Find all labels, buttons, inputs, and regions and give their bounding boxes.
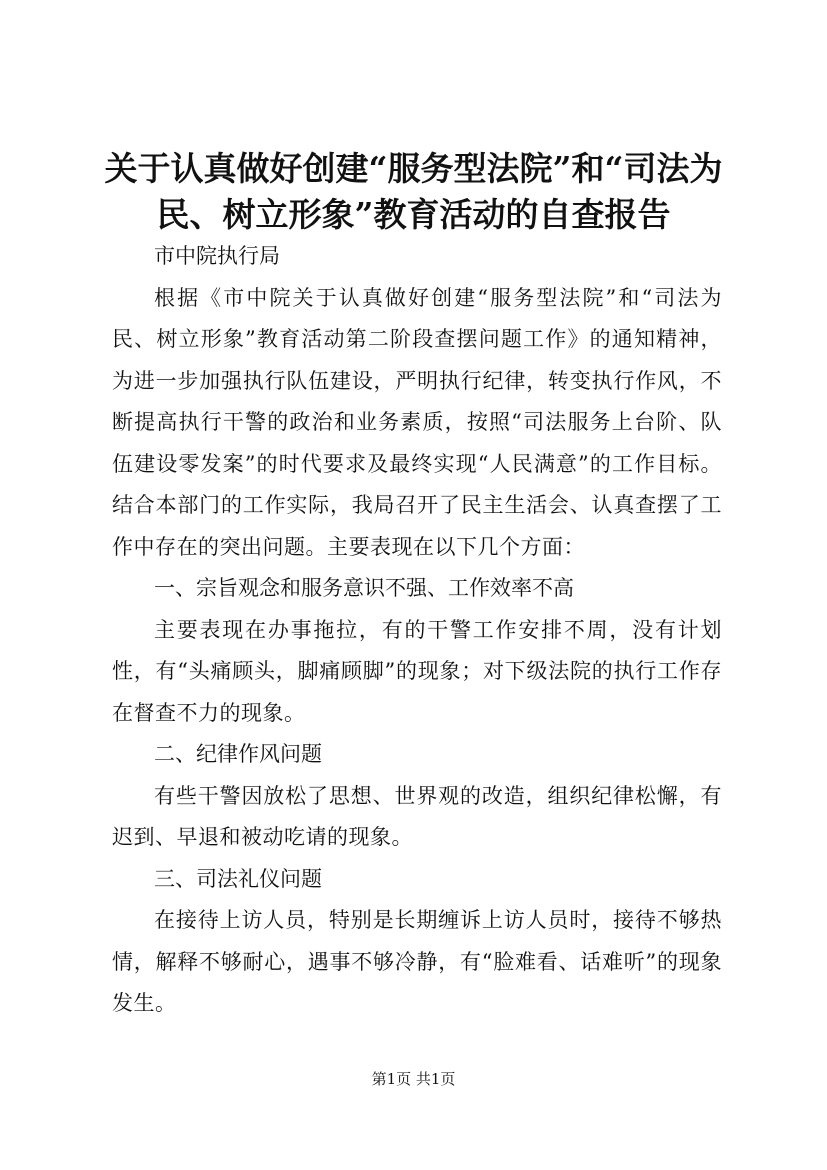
section-heading-1: 一、宗旨观念和服务意识不强、工作效率不高 (154, 576, 574, 600)
author-line: 市中院执行局 (154, 244, 280, 268)
intro-paragraph: 根据《市中院关于认真做好创建“服务型法院”和“司法为民、树立形象”教育活动第二阶段查摆问题工作》的通知精神，为进一步加强执行队伍建设，严明执行纪律，转变执行作风，不断提高执行干警的政治和业务素质，按照“司法服务上台阶、队伍建设零发案”的时代要求及最终实现“人民满意”的工作目标。结合本部门的工作实际，我局召开了民主生活会、认真查摆了工作中存在的突出问题。主要表现在以下几个方面： (112, 285, 722, 559)
document-title: 关于认真做好创建“服务型法院”和“司法为民、树立形象”教育活动的自查报告 (104, 149, 723, 234)
section-paragraph-2: 有些干警因放松了思想、世界观的改造，组织纪律松懈，有迟到、早退和被动吃请的现象。 (112, 783, 722, 849)
page-footer: 第1页 共1页 (371, 1070, 456, 1088)
document-body (112, 236, 722, 1025)
section-paragraph-1: 主要表现在办事拖拉，有的干警工作安排不周，没有计划性，有“头痛顾头，脚痛顾脚”的现象；对下级法院的执行工作存在督查不力的现象。 (112, 617, 722, 725)
section-paragraph-3: 在接待上访人员，特别是长期缠诉上访人员时，接待不够热情，解释不够耐心，遇事不够冷静，有“脸难看、话难听”的现象发生。 (112, 908, 722, 1015)
section-heading-3: 三、司法礼仪问题 (154, 866, 322, 891)
section-heading-2: 二、纪律作风问题 (154, 742, 322, 766)
